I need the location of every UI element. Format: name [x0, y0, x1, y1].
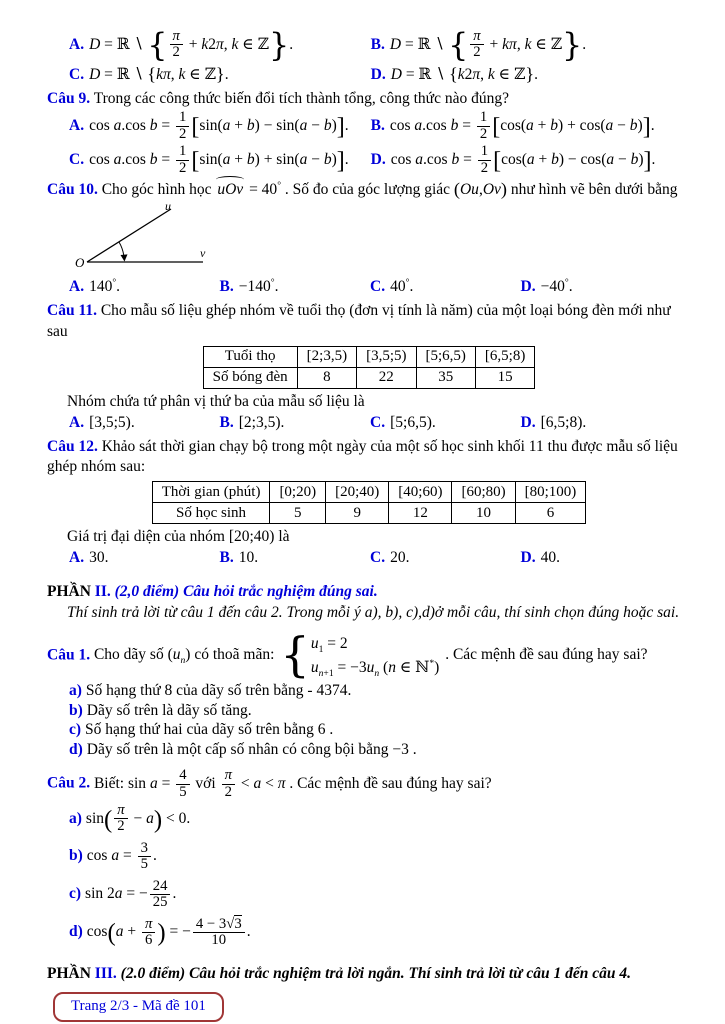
- p2q2-label: Câu 2.: [47, 774, 91, 792]
- q10-option-a: A. 140°.: [69, 277, 121, 296]
- table-cell: 12: [389, 503, 452, 524]
- p2q2-item-a: a) sin( $\frac{\pi}{2}$ − a) < 0.: [69, 802, 191, 835]
- table-cell: [40;60): [389, 482, 452, 503]
- part2-number: II.: [94, 582, 111, 600]
- q10-label: Câu 10.: [47, 181, 98, 198]
- q12-option-b: B. 10.: [219, 549, 259, 567]
- table-cell: 35: [416, 367, 475, 388]
- q11-text: Cho mẫu số liệu ghép nhóm về tuổi thọ (đơn vị tính là năm) của một loại bóng đèn mới như sau: [47, 302, 671, 340]
- q10-angle-figure: [75, 202, 691, 276]
- q12-text: Khảo sát thời gian chạy bộ trong một ngày của một số học sinh khối 11 thu được mẫu số liệu ghép nhóm sau:: [47, 437, 678, 476]
- p2q1-item-d: d) Dãy số trên là một cấp số nhân có công bội bằng −3 .: [69, 741, 417, 759]
- table-cell: [0;20): [270, 482, 326, 503]
- p2q1-label: Câu 1.: [47, 646, 91, 664]
- table-cell: [60;80): [452, 482, 515, 503]
- q10-option-b: B. −140°.: [219, 277, 279, 296]
- part3-heading: [47, 964, 691, 984]
- q10-option-d: D. −40°.: [520, 277, 573, 296]
- q12-note: Giá trị đại diện của nhóm [20;40) là: [67, 528, 290, 546]
- q11-note: Nhóm chứa tứ phân vị thứ ba của mẫu số liệu là: [67, 392, 365, 410]
- page-footer-badge: [53, 992, 224, 1023]
- table-cell: Số học sinh: [152, 503, 270, 524]
- q10-text: Cho góc hình học uOv = 40° . Số đo của góc lượng giác (Ou,Ov) như hình vẽ bên dưới bằng: [101, 179, 678, 200]
- table-row: [203, 367, 535, 388]
- ray-u-label: u: [165, 202, 171, 214]
- p2q2-item-c: c) sin 2a = − $\frac{24}{25}$ .: [69, 877, 177, 911]
- p2q1-body: Cho dãy số $(u_n)$ có thoã mãn: { $u_1 = 2$ $u_{n+1} = -3u_n$ (n ∈ ℕ*) . Các mệnh đề sau đúng hay sai?: [93, 627, 648, 682]
- q8-option-d: D. D = ℝ ∖ {k2π, k ∈ ℤ}.: [370, 64, 538, 84]
- q8-option-c: C. D = ℝ ∖ {kπ, k ∈ ℤ}.: [69, 64, 229, 84]
- table-row: [152, 482, 586, 503]
- ray-v-label: v: [200, 246, 206, 261]
- q11-option-b: B. [2;3,5).: [219, 413, 285, 431]
- part2-question-2: [47, 768, 691, 800]
- q9-options-row-1: [69, 109, 691, 143]
- q11-options-row: [69, 412, 691, 434]
- q12-option-a: A. 30.: [69, 549, 109, 567]
- q10-option-c: C. 40°.: [370, 277, 414, 296]
- part3-title: (2.0 điểm) Câu hỏi trắc nghiệm trả lời ngắn. Thí sinh trả lời từ câu 1 đến câu 4.: [120, 964, 632, 982]
- table-cell: [6,5;8): [475, 346, 534, 367]
- part2-instructions: Thí sinh trả lời từ câu 1 đến câu 2. Trong mỗi ý a), b), c),d)ở mỗi câu, thí sinh chọn đúng hoặc sai.: [67, 603, 680, 621]
- p2q2-item-b: b) cos a = $\frac{3}{5}$ .: [69, 839, 157, 873]
- q9-text: Trong các công thức biến đổi tích thành tổng, công thức nào đúng?: [93, 90, 509, 108]
- vertex-o-label: O: [75, 255, 85, 271]
- table-cell: 5: [270, 503, 326, 524]
- question-11: [47, 301, 691, 341]
- table-cell: 22: [357, 367, 416, 388]
- q12-options-row: [69, 547, 691, 569]
- table-cell: [3,5;5): [357, 346, 416, 367]
- table-cell: [5;6,5): [416, 346, 475, 367]
- q9-label: Câu 9.: [47, 90, 91, 108]
- part3-number: III.: [94, 964, 117, 982]
- page-number-label: Trang 2/3 - Mã đề 101: [71, 997, 206, 1014]
- part2-word: PHẦN: [47, 582, 91, 600]
- q9-option-b: B. cos a.cos b = $\frac{1}{2}$ [cos(a + b) + cos(a − b)].: [370, 109, 655, 142]
- q11-option-c: C. [5;6,5).: [370, 413, 436, 431]
- table-cell: Số bóng đèn: [203, 367, 297, 388]
- table-cell: [20;40): [326, 482, 389, 503]
- q9-options-row-2: [69, 143, 691, 177]
- q12-option-c: C. 20.: [370, 549, 410, 567]
- table-cell: 15: [475, 367, 534, 388]
- p2q1-item-a: a) Số hạng thứ 8 của dãy số trên bằng - 4374.: [69, 681, 352, 699]
- question-12: [47, 437, 691, 477]
- q8-option-a: A. D = ℝ ∖ { $\frac{\pi}{2}$ + k2π, k ∈ ℤ}.: [69, 27, 294, 64]
- q10-options-row: [69, 276, 691, 298]
- q12-label: Câu 12.: [47, 437, 98, 455]
- part2-title: (2,0 điểm) Câu hỏi trắc nghiệm đúng sai.: [114, 582, 378, 600]
- q9-option-c: C. cos a.cos b = $\frac{1}{2}$ [sin(a + b) + sin(a − b)].: [69, 143, 349, 176]
- table-cell: 8: [297, 367, 356, 388]
- table-cell: 10: [452, 503, 515, 524]
- table-cell: Thời gian (phút): [152, 482, 270, 503]
- table-cell: [80;100): [515, 482, 586, 503]
- q11-data-table: [203, 346, 536, 389]
- table-cell: 6: [515, 503, 586, 524]
- q8-options-row-1: [69, 28, 691, 62]
- part2-heading: [47, 582, 691, 602]
- question-10: [47, 180, 691, 200]
- q8-option-b: B. D = ℝ ∖ { $\frac{\pi}{2}$ + kπ, k ∈ ℤ}.: [370, 27, 587, 64]
- table-row: [152, 503, 586, 524]
- q8-options-row-2: [69, 64, 691, 86]
- q9-option-d: D. cos a.cos b = $\frac{1}{2}$ [cos(a + b) − cos(a − b)].: [370, 143, 656, 176]
- table-cell: [2;3,5): [297, 346, 356, 367]
- table-row: [203, 346, 535, 367]
- q9-option-a: A. cos a.cos b = $\frac{1}{2}$ [sin(a + b) − sin(a − b)].: [69, 109, 349, 142]
- q12-data-table: [152, 481, 587, 524]
- q12-option-d: D. 40.: [520, 549, 560, 567]
- table-cell: Tuổi thọ: [203, 346, 297, 367]
- q11-option-d: D. [6,5;8).: [520, 413, 587, 431]
- q11-label: Câu 11.: [47, 302, 97, 320]
- p2q1-item-b: b) Dãy số trên là dãy số tăng.: [69, 701, 252, 719]
- p2q1-item-c: c) Số hạng thứ hai của dãy số trên bằng 6 .: [69, 721, 334, 739]
- question-9: [47, 89, 691, 109]
- p2q2-body: Biết: sin a = $\frac{4}{5}$ với $\frac{\pi}{2}$ < a < π . Các mệnh đề sau đúng hay sai?: [93, 767, 492, 800]
- p2q2-item-d: d) cos(a + $\frac{\pi}{6}$ ) = − $\frac{4 - 3√3}{10}$ .: [69, 915, 251, 949]
- q11-option-a: A. [3,5;5).: [69, 413, 135, 431]
- table-cell: 9: [326, 503, 389, 524]
- part3-word: PHẦN: [47, 964, 91, 982]
- part2-question-1: [47, 627, 691, 682]
- angle-diagram: [75, 202, 215, 270]
